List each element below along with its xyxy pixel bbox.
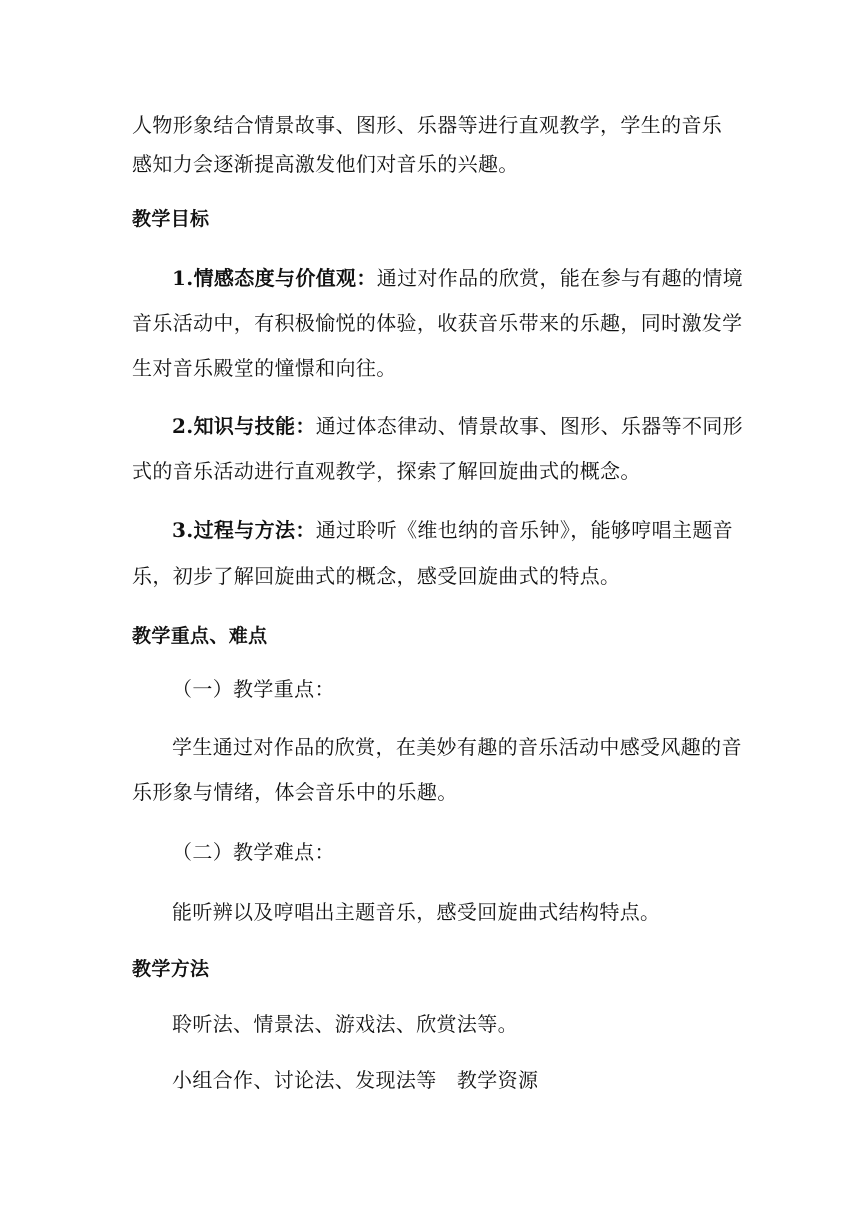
key-point-subheading: （一）教学重点： (172, 677, 335, 701)
objective-1-line-2: 音乐活动中，有积极愉悦的体验，收获音乐带来的乐趣，同时激发学 (132, 311, 743, 335)
methods-heading: 教学方法 (132, 958, 210, 980)
difficulty-line-1: 能听辨以及哼唱出主题音乐，感受回旋曲式结构特点。 (172, 900, 661, 924)
objective-3-line-1 (172, 518, 733, 542)
key-points-heading: 教学重点、难点 (132, 625, 268, 647)
key-point-line-1: 学生通过对作品的欣赏，在美妙有趣的音乐活动中感受风趣的音 (172, 735, 742, 759)
objective-2-line-1 (172, 414, 743, 438)
difficulty-subheading: （二）教学难点： (172, 840, 335, 864)
objective-3-label: 3.过程与方法： (172, 518, 316, 542)
objective-1-text: 通过对作品的欣赏，能在参与有趣的情境 (376, 266, 744, 290)
intro-line-1: 人物形象结合情景故事、图形、乐器等进行直观教学，学生的音乐 (132, 113, 723, 137)
objective-3-line-2: 乐，初步了解回旋曲式的概念，感受回旋曲式的特点。 (132, 564, 621, 588)
objective-1-label: 1.情感态度与价值观： (172, 266, 377, 290)
intro-line-2: 感知力会逐渐提高激发他们对音乐的兴趣。 (132, 152, 519, 176)
objectives-heading: 教学目标 (132, 208, 210, 230)
objective-2-label: 2.知识与技能： (172, 414, 316, 438)
methods-line-1: 聆听法、情景法、游戏法、欣赏法等。 (172, 1012, 518, 1036)
objective-2-line-2: 式的音乐活动进行直观教学，探索了解回旋曲式的概念。 (132, 459, 641, 483)
key-point-line-2: 乐形象与情绪，体会音乐中的乐趣。 (132, 780, 458, 804)
methods-line-2: 小组合作、讨论法、发现法等 教学资源 (172, 1068, 539, 1092)
objective-3-text: 通过聆听《维也纳的音乐钟》，能够哼唱主题音 (315, 518, 734, 542)
objective-1-line-3: 生对音乐殿堂的憧憬和向往。 (132, 356, 397, 380)
objective-1-line-1 (172, 266, 743, 290)
objective-2-text: 通过体态律动、情景故事、图形、乐器等不同形 (315, 414, 744, 438)
